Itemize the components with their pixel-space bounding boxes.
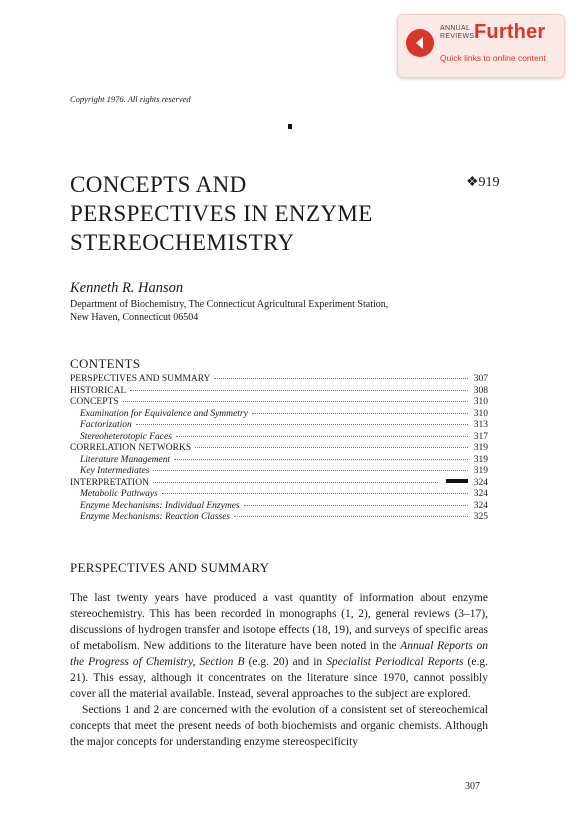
paragraph: Sections 1 and 2 are concerned with the evolution of a consistent set of stereochemical concepts that meet the present needs of both biochemists and organic chemists. Although the major concepts for understanding enzyme stereospecificity — [70, 704, 488, 748]
copyright-line: Copyright 1976. All rights reserved — [70, 94, 191, 104]
toc-entry[interactable] — [70, 374, 488, 386]
toc-page: 319 — [473, 466, 488, 476]
toc-leader — [123, 401, 468, 402]
badge-annual: ANNUAL — [440, 25, 471, 32]
table-of-contents — [70, 374, 488, 524]
toc-label: INTERPRETATION — [70, 477, 149, 488]
toc-leader — [130, 390, 468, 391]
toc-leader — [252, 413, 468, 414]
redaction-bar — [446, 479, 468, 483]
toc-label: Factorization — [80, 420, 132, 430]
annual-reviews-further-badge[interactable] — [397, 14, 565, 78]
title-line: STEREOCHEMISTRY — [70, 230, 295, 255]
toc-page: 324 — [473, 500, 488, 511]
toc-page: 317 — [473, 431, 488, 442]
toc-label: HISTORICAL — [70, 385, 127, 396]
page-reference: ❖919 — [466, 175, 500, 190]
toc-label: Enzyme Mechanisms: Reaction Classes — [80, 512, 231, 522]
title-line: PERSPECTIVES IN ENZYME — [70, 201, 373, 226]
affiliation-line: Department of Biochemistry, The Connecticut Agricultural Experiment Station, — [70, 299, 389, 310]
toc-leader — [136, 424, 468, 425]
toc-page: 310 — [473, 397, 488, 407]
toc-leader — [214, 378, 468, 379]
journal-title: Annual Reports on the Progress of Chemistry, Section B — [70, 640, 489, 668]
toc-entry[interactable] — [70, 443, 488, 455]
toc-label: PERSPECTIVES AND SUMMARY — [70, 374, 211, 384]
toc-label: Enzyme Mechanisms: Individual Enzymes — [80, 500, 240, 511]
toc-leader — [162, 493, 468, 494]
toc-leader — [153, 470, 468, 471]
author-name: Kenneth R. Hanson — [70, 280, 184, 296]
badge-reviews: REVIEWS — [440, 33, 475, 40]
toc-entry[interactable] — [70, 466, 488, 478]
toc-label: Key Intermediates — [80, 466, 150, 476]
author-affiliation — [70, 298, 388, 324]
scan-mark — [288, 124, 292, 129]
page-number: 307 — [465, 781, 480, 792]
toc-leader — [244, 505, 468, 506]
toc-label: Stereoheterotopic Faces — [80, 431, 172, 442]
text-run: (e.g. 20) and in — [244, 656, 327, 668]
affiliation-line: New Haven, Connecticut 06504 — [70, 312, 199, 323]
annual-reviews-logo-icon — [406, 29, 434, 57]
toc-leader — [176, 436, 468, 437]
section-heading: PERSPECTIVES AND SUMMARY — [70, 560, 270, 575]
contents-heading: CONTENTS — [70, 356, 141, 371]
toc-page: 310 — [473, 408, 488, 419]
toc-entry[interactable] — [70, 478, 488, 490]
toc-label: Metabolic Pathways — [80, 489, 158, 499]
toc-leader — [234, 516, 468, 517]
toc-label: CORRELATION NETWORKS — [70, 443, 192, 453]
text-run: The last twenty years have produced a vast quantity of information about enzyme stereochemistry. This has been recorded in monographs (1, 2), general reviews (3–17), discussions of hydrogen transfer and isotope effects (18, 19), and surveys of specific areas of metabolism. New additions to the literature have been noted in the — [70, 592, 488, 652]
toc-entry[interactable] — [70, 501, 488, 513]
badge-quick-links[interactable]: Quick links to online content — [440, 53, 546, 63]
text-run: (e.g. 21). This essay, although it concentrates on the literature since 1970, cannot possibly cover all the material available. Instead, several approaches to the subject are explored. — [70, 656, 488, 700]
toc-entry[interactable] — [70, 512, 488, 524]
toc-entry[interactable] — [70, 397, 488, 409]
paragraph — [70, 590, 488, 702]
article-title — [70, 170, 450, 257]
annual-reviews-wordmark — [440, 25, 474, 41]
toc-page: 308 — [473, 385, 488, 396]
toc-entry[interactable] — [70, 386, 488, 398]
badge-further: Further — [474, 21, 546, 43]
toc-page: 307 — [473, 374, 488, 384]
toc-entry[interactable] — [70, 409, 488, 421]
toc-page: 313 — [473, 420, 488, 430]
toc-leader — [153, 482, 438, 483]
toc-page: 319 — [473, 454, 488, 465]
toc-label: Literature Management — [80, 454, 171, 465]
toc-leader — [195, 447, 468, 448]
toc-entry[interactable] — [70, 432, 488, 444]
toc-page: 325 — [473, 512, 488, 522]
toc-page: 324 — [473, 477, 488, 488]
title-line: CONCEPTS AND — [70, 172, 247, 197]
toc-page: 324 — [473, 489, 488, 499]
toc-label: Examination for Equivalence and Symmetry — [80, 408, 248, 419]
toc-entry[interactable] — [70, 455, 488, 467]
toc-page: 319 — [473, 443, 488, 453]
journal-title: Specialist Periodical Reports — [326, 656, 464, 668]
toc-leader — [174, 459, 468, 460]
toc-entry[interactable] — [70, 489, 488, 501]
toc-label: CONCEPTS — [70, 397, 119, 407]
body-text — [70, 590, 488, 750]
toc-entry[interactable] — [70, 420, 488, 432]
